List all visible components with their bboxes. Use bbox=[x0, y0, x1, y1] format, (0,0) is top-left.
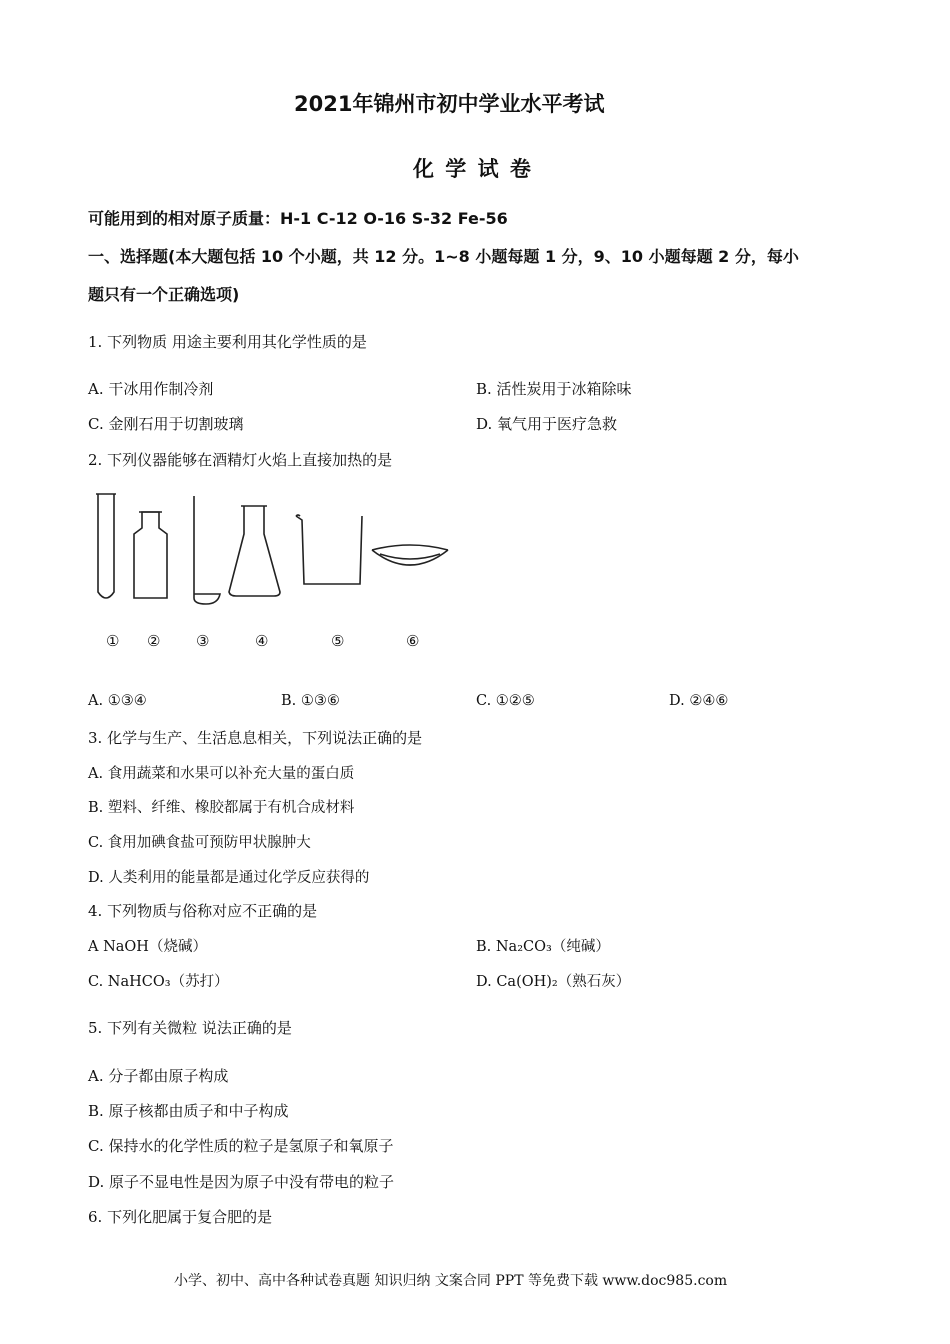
question-3-stem: 3. 化学与生产、生活息息相关，下列说法正确的是 bbox=[88, 729, 423, 747]
question-1-stem: 1. 下列物质 用途主要利用其化学性质的是 bbox=[88, 333, 367, 351]
question-5-option-d: D. 原子不显电性是因为原子中没有带电的粒子 bbox=[88, 1173, 395, 1191]
beaker-icon bbox=[296, 515, 362, 584]
question-2-stem: 2. 下列仪器能够在酒精灯火焰上直接加热的是 bbox=[88, 451, 393, 469]
apparatus-label-1: ① bbox=[106, 632, 120, 650]
question-4-option-c: C. NaHCO₃（苏打） bbox=[88, 974, 229, 990]
lab-apparatus-figure bbox=[84, 488, 464, 658]
question-2-option-b: B. ①③⑥ bbox=[281, 693, 340, 709]
atomic-masses: 可能用到的相对原子质量：H-1 C-12 O-16 S-32 Fe-56 bbox=[88, 209, 508, 228]
reagent-bottle-icon bbox=[134, 512, 167, 598]
question-4-option-d: D. Ca(OH)₂（熟石灰） bbox=[476, 974, 631, 990]
section-heading-line2: 题只有一个正确选项) bbox=[88, 285, 240, 304]
question-3-option-d: D. 人类利用的能量都是通过化学反应获得的 bbox=[88, 870, 370, 886]
conical-flask-icon bbox=[229, 506, 280, 596]
section-heading-line1: 一、选择题(本大题包括 10 个小题，共 12 分。1~8 小题每题 1 分，9、10 小题每题 2 分，每小 bbox=[88, 247, 799, 266]
apparatus-label-6: ⑥ bbox=[406, 632, 420, 650]
evaporating-dish-icon bbox=[372, 545, 448, 565]
question-1-option-c: C. 金刚石用于切割玻璃 bbox=[88, 415, 244, 433]
question-5-option-c: C. 保持水的化学性质的粒子是氢原子和氧原子 bbox=[88, 1137, 394, 1155]
test-tube-icon bbox=[96, 494, 116, 598]
apparatus-label-5: ⑤ bbox=[331, 632, 345, 650]
question-6-stem: 6. 下列化肥属于复合肥的是 bbox=[88, 1208, 273, 1226]
question-2-option-a: A. ①③④ bbox=[88, 693, 147, 709]
question-4-option-a: A NaOH（烧碱） bbox=[88, 939, 207, 955]
apparatus-label-4: ④ bbox=[255, 632, 269, 650]
question-5-option-b: B. 原子核都由质子和中子构成 bbox=[88, 1102, 289, 1120]
exam-title: 2021年锦州市初中学业水平考试 bbox=[294, 92, 605, 116]
question-3-option-c: C. 食用加碘食盐可预防甲状腺肿大 bbox=[88, 835, 311, 851]
combustion-spoon-icon bbox=[194, 496, 220, 604]
question-1-option-b: B. 活性炭用于冰箱除味 bbox=[476, 380, 632, 398]
question-5-stem: 5. 下列有关微粒 说法正确的是 bbox=[88, 1019, 292, 1037]
apparatus-label-2: ② bbox=[147, 632, 161, 650]
question-1-option-a: A. 干冰用作制冷剂 bbox=[88, 380, 214, 398]
question-3-option-b: B. 塑料、纤维、橡胶都属于有机合成材料 bbox=[88, 800, 355, 816]
question-2-option-d: D. ②④⑥ bbox=[669, 693, 729, 709]
question-2-option-c: C. ①②⑤ bbox=[476, 693, 535, 709]
apparatus-label-3: ③ bbox=[196, 632, 210, 650]
question-4-stem: 4. 下列物质与俗称对应不正确的是 bbox=[88, 902, 318, 920]
question-1-option-d: D. 氧气用于医疗急救 bbox=[476, 415, 618, 433]
question-4-option-b: B. Na₂CO₃（纯碱） bbox=[476, 939, 610, 955]
question-5-option-a: A. 分子都由原子构成 bbox=[88, 1067, 229, 1085]
page-footer: 小学、初中、高中各种试卷真题 知识归纳 文案合同 PPT 等免费下载 www.doc985.com bbox=[174, 1273, 728, 1289]
question-3-option-a: A. 食用蔬菜和水果可以补充大量的蛋白质 bbox=[88, 766, 355, 782]
paper-subtitle: 化 学 试 卷 bbox=[413, 157, 533, 181]
